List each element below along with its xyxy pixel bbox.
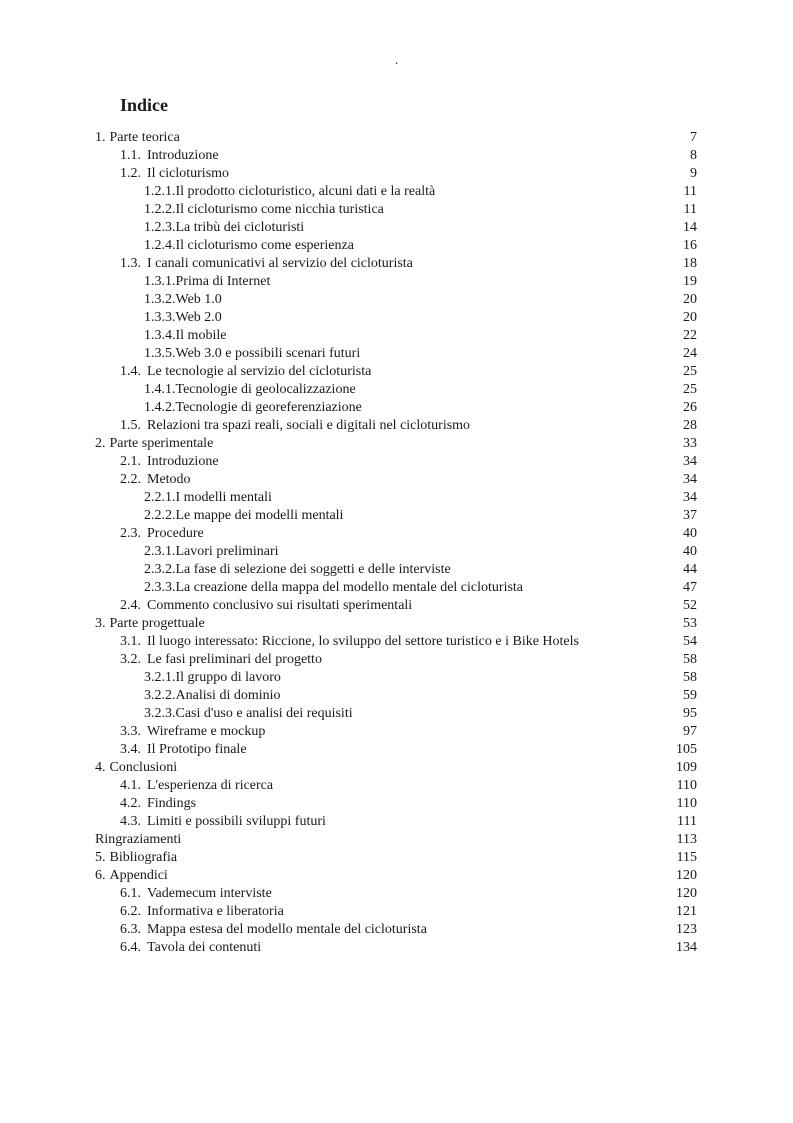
toc-entry-page: 11 <box>683 184 697 199</box>
toc-entry-page: 9 <box>690 166 697 181</box>
toc-entry-page: 14 <box>683 220 697 235</box>
toc-entry-title: Il mobile <box>175 328 227 343</box>
toc-entry-title: Tavola dei contenuti <box>147 940 262 955</box>
toc-entry-title: Le fasi preliminari del progetto <box>147 652 322 667</box>
toc-entry-number: 1.2.1. <box>144 184 176 199</box>
toc-entry-number: 6.1. <box>120 886 141 901</box>
toc-entry-number: 2.2. <box>120 472 141 487</box>
toc-entry[interactable] <box>95 741 697 759</box>
toc-entry-page: 11 <box>683 202 697 217</box>
toc-entry[interactable] <box>95 291 697 309</box>
toc-entry-number: 2.4. <box>120 598 141 613</box>
toc-entry-title: Il gruppo di lavoro <box>175 670 281 685</box>
toc-entry-title: Introduzione <box>147 454 219 469</box>
toc-entry-number: 2.3.1. <box>144 544 176 559</box>
toc-entry[interactable] <box>95 147 697 165</box>
toc-entry[interactable] <box>95 705 697 723</box>
toc-entry[interactable] <box>95 597 697 615</box>
toc-entry-page: 33 <box>683 436 697 451</box>
toc-entry-title: Parte progettuale <box>109 616 205 631</box>
toc-entry-number: 2.3. <box>120 526 141 541</box>
toc-entry[interactable] <box>95 651 697 669</box>
toc-entry-title: Web 3.0 e possibili scenari futuri <box>175 346 361 361</box>
toc-entry-page: 37 <box>683 508 697 523</box>
toc-entry-number: 1.3.5. <box>144 346 176 361</box>
toc-entry-page: 59 <box>683 688 697 703</box>
toc-entry-page: 25 <box>683 382 697 397</box>
toc-entry-title: Wireframe e mockup <box>147 724 266 739</box>
toc-entry-page: 58 <box>683 670 697 685</box>
toc-entry-title: Parte teorica <box>109 130 180 145</box>
toc-entry[interactable] <box>95 723 697 741</box>
toc-entry-title: Conclusioni <box>109 760 178 775</box>
toc-entry-title: Procedure <box>147 526 204 541</box>
toc-entry-number: 2. <box>95 436 106 451</box>
toc-entry[interactable] <box>95 561 697 579</box>
toc-entry-number: 2.2.2. <box>144 508 176 523</box>
toc-entry-title: Commento conclusivo sui risultati sperimentali <box>147 598 413 613</box>
toc-entry-title: Tecnologie di geolocalizzazione <box>175 382 356 397</box>
toc-entry-page: 115 <box>676 850 697 865</box>
toc-entry-number: 1. <box>95 130 106 145</box>
toc-entry[interactable] <box>95 831 697 849</box>
toc-entry-title: Web 1.0 <box>175 292 222 307</box>
toc-entry-page: 34 <box>683 472 697 487</box>
toc-entry-page: 110 <box>676 778 697 793</box>
toc-entry[interactable] <box>95 273 697 291</box>
toc-entry[interactable] <box>95 165 697 183</box>
table-of-contents <box>95 129 697 957</box>
toc-entry[interactable] <box>95 525 697 543</box>
toc-entry-number: 1.3.1. <box>144 274 176 289</box>
toc-entry-page: 20 <box>683 292 697 307</box>
toc-entry-title: Il cicloturismo come nicchia turistica <box>175 202 384 217</box>
toc-entry-number: 1.4.2. <box>144 400 176 415</box>
toc-entry-page: 7 <box>690 130 697 145</box>
toc-entry[interactable] <box>95 669 697 687</box>
toc-entry[interactable] <box>95 687 697 705</box>
toc-entry-number: 5. <box>95 850 106 865</box>
toc-entry-number: 1.4.1. <box>144 382 176 397</box>
toc-entry-page: 134 <box>676 940 697 955</box>
toc-entry-page: 120 <box>676 886 697 901</box>
toc-entry-title: Casi d'uso e analisi dei requisiti <box>175 706 353 721</box>
toc-entry-page: 113 <box>676 832 697 847</box>
toc-entry[interactable] <box>95 417 697 435</box>
toc-entry-page: 121 <box>676 904 697 919</box>
toc-entry-number: 1.2. <box>120 166 141 181</box>
toc-entry-page: 8 <box>690 148 697 163</box>
toc-entry[interactable] <box>95 381 697 399</box>
toc-entry-title: Web 2.0 <box>175 310 222 325</box>
toc-entry-title: Bibliografia <box>109 850 178 865</box>
toc-entry-number: 1.3.2. <box>144 292 176 307</box>
toc-entry[interactable] <box>95 867 697 885</box>
toc-entry-number: 4.1. <box>120 778 141 793</box>
toc-entry-title: I canali comunicativi al servizio del cicloturista <box>147 256 413 271</box>
toc-entry-title: Findings <box>147 796 197 811</box>
toc-entry-page: 54 <box>683 634 697 649</box>
toc-entry-number: 1.3.3. <box>144 310 176 325</box>
toc-entry-page: 26 <box>683 400 697 415</box>
toc-entry-title: Il cicloturismo <box>147 166 230 181</box>
toc-entry-page: 97 <box>683 724 697 739</box>
toc-entry-number: 3.1. <box>120 634 141 649</box>
toc-entry-number: 1.2.2. <box>144 202 176 217</box>
toc-entry-number: 1.2.3. <box>144 220 176 235</box>
toc-entry-number: 3. <box>95 616 106 631</box>
toc-entry-number: 3.2.2. <box>144 688 176 703</box>
toc-entry-number: 1.3.4. <box>144 328 176 343</box>
toc-entry[interactable] <box>95 507 697 525</box>
toc-entry-title: Informativa e liberatoria <box>147 904 284 919</box>
toc-entry[interactable] <box>95 453 697 471</box>
toc-entry-title: Metodo <box>147 472 191 487</box>
toc-entry-page: 20 <box>683 310 697 325</box>
toc-entry-title: Il prodotto cicloturistico, alcuni dati e la realtà <box>175 184 436 199</box>
toc-entry-number: 1.5. <box>120 418 141 433</box>
toc-entry-number: 6.3. <box>120 922 141 937</box>
toc-entry-title: Appendici <box>109 868 168 883</box>
toc-entry-page: 19 <box>683 274 697 289</box>
toc-entry-title: L'esperienza di ricerca <box>147 778 274 793</box>
toc-entry[interactable] <box>95 759 697 777</box>
toc-entry[interactable] <box>95 921 697 939</box>
toc-entry-number: 6.2. <box>120 904 141 919</box>
toc-entry-page: 110 <box>676 796 697 811</box>
toc-entry-title: Relazioni tra spazi reali, sociali e digitali nel cicloturismo <box>147 418 471 433</box>
toc-entry-title: Le tecnologie al servizio del cicloturista <box>147 364 372 379</box>
toc-entry-page: 123 <box>676 922 697 937</box>
toc-entry[interactable] <box>95 363 697 381</box>
toc-entry-title: Limiti e possibili sviluppi futuri <box>147 814 326 829</box>
toc-entry-number: 3.2.1. <box>144 670 176 685</box>
toc-entry[interactable] <box>95 201 697 219</box>
toc-entry-page: 111 <box>677 814 697 829</box>
toc-entry-title: La creazione della mappa del modello mentale del cicloturista <box>175 580 524 595</box>
toc-entry[interactable] <box>95 849 697 867</box>
toc-entry-number: 6.4. <box>120 940 141 955</box>
toc-entry-title: Il Prototipo finale <box>147 742 247 757</box>
toc-entry-title: Mappa estesa del modello mentale del cicloturista <box>147 922 427 937</box>
toc-entry[interactable] <box>95 939 697 957</box>
toc-entry-page: 44 <box>683 562 697 577</box>
toc-entry-number: 2.3.3. <box>144 580 176 595</box>
toc-entry-number: 2.3.2. <box>144 562 176 577</box>
toc-entry-number: 4.3. <box>120 814 141 829</box>
toc-entry-page: 22 <box>683 328 697 343</box>
toc-entry[interactable] <box>95 813 697 831</box>
toc-entry-title: Tecnologie di georeferenziazione <box>175 400 362 415</box>
toc-entry-number: 3.2.3. <box>144 706 176 721</box>
page-marker: . <box>394 52 399 67</box>
toc-entry-number: 1.2.4. <box>144 238 176 253</box>
toc-entry[interactable] <box>95 489 697 507</box>
toc-entry-title: I modelli mentali <box>175 490 272 505</box>
toc-entry[interactable] <box>95 183 697 201</box>
toc-entry-title: Introduzione <box>147 148 219 163</box>
toc-entry-number: 3.2. <box>120 652 141 667</box>
toc-entry-page: 120 <box>676 868 697 883</box>
toc-entry-number: 4.2. <box>120 796 141 811</box>
toc-entry-title: Il luogo interessato: Riccione, lo sviluppo del settore turistico e i Bike Hotels <box>147 634 579 649</box>
page-title: Indice <box>120 95 169 115</box>
toc-entry[interactable] <box>95 777 697 795</box>
toc-entry-number: 6. <box>95 868 106 883</box>
toc-entry-page: 47 <box>683 580 697 595</box>
toc-entry[interactable] <box>95 327 697 345</box>
toc-entry-page: 40 <box>683 544 697 559</box>
toc-entry-page: 34 <box>683 454 697 469</box>
toc-entry[interactable] <box>95 219 697 237</box>
toc-entry[interactable] <box>95 615 697 633</box>
toc-entry-title: Ringraziamenti <box>95 832 182 847</box>
toc-entry-page: 105 <box>676 742 697 757</box>
toc-entry-title: La tribù dei cicloturisti <box>175 220 305 235</box>
toc-entry-title: Vademecum interviste <box>147 886 272 901</box>
toc-entry[interactable] <box>95 795 697 813</box>
toc-entry[interactable] <box>95 309 697 327</box>
toc-entry[interactable] <box>95 345 697 363</box>
toc-entry-page: 24 <box>683 346 697 361</box>
toc-entry-number: 2.2.1. <box>144 490 176 505</box>
toc-entry-title: La fase di selezione dei soggetti e delle interviste <box>175 562 451 577</box>
toc-entry-page: 58 <box>683 652 697 667</box>
toc-entry-page: 53 <box>683 616 697 631</box>
toc-entry[interactable] <box>95 435 697 453</box>
toc-entry-page: 109 <box>676 760 697 775</box>
toc-entry[interactable] <box>95 129 697 147</box>
toc-entry-title: Prima di Internet <box>175 274 271 289</box>
toc-entry-page: 40 <box>683 526 697 541</box>
toc-entry-number: 3.3. <box>120 724 141 739</box>
toc-entry-page: 95 <box>683 706 697 721</box>
toc-entry[interactable] <box>95 237 697 255</box>
toc-entry[interactable] <box>95 471 697 489</box>
toc-entry-title: Parte sperimentale <box>109 436 214 451</box>
toc-entry-number: 4. <box>95 760 106 775</box>
toc-entry-page: 25 <box>683 364 697 379</box>
toc-entry-title: Il cicloturismo come esperienza <box>175 238 354 253</box>
toc-entry-page: 28 <box>683 418 697 433</box>
toc-entry-page: 34 <box>683 490 697 505</box>
toc-entry-page: 16 <box>683 238 697 253</box>
toc-entry[interactable] <box>95 903 697 921</box>
toc-entry-number: 1.3. <box>120 256 141 271</box>
toc-entry[interactable] <box>95 579 697 597</box>
toc-entry-page: 18 <box>683 256 697 271</box>
toc-entry[interactable] <box>95 633 697 651</box>
toc-entry-number: 1.1. <box>120 148 141 163</box>
toc-entry[interactable] <box>95 399 697 417</box>
toc-entry[interactable] <box>95 255 697 273</box>
toc-entry-number: 2.1. <box>120 454 141 469</box>
toc-entry-title: Lavori preliminari <box>175 544 279 559</box>
toc-entry-page: 52 <box>683 598 697 613</box>
toc-entry-number: 1.4. <box>120 364 141 379</box>
toc-entry-number: 3.4. <box>120 742 141 757</box>
toc-entry-title: Analisi di dominio <box>175 688 281 703</box>
toc-entry[interactable] <box>95 543 697 561</box>
toc-entry[interactable] <box>95 885 697 903</box>
toc-entry-title: Le mappe dei modelli mentali <box>175 508 344 523</box>
